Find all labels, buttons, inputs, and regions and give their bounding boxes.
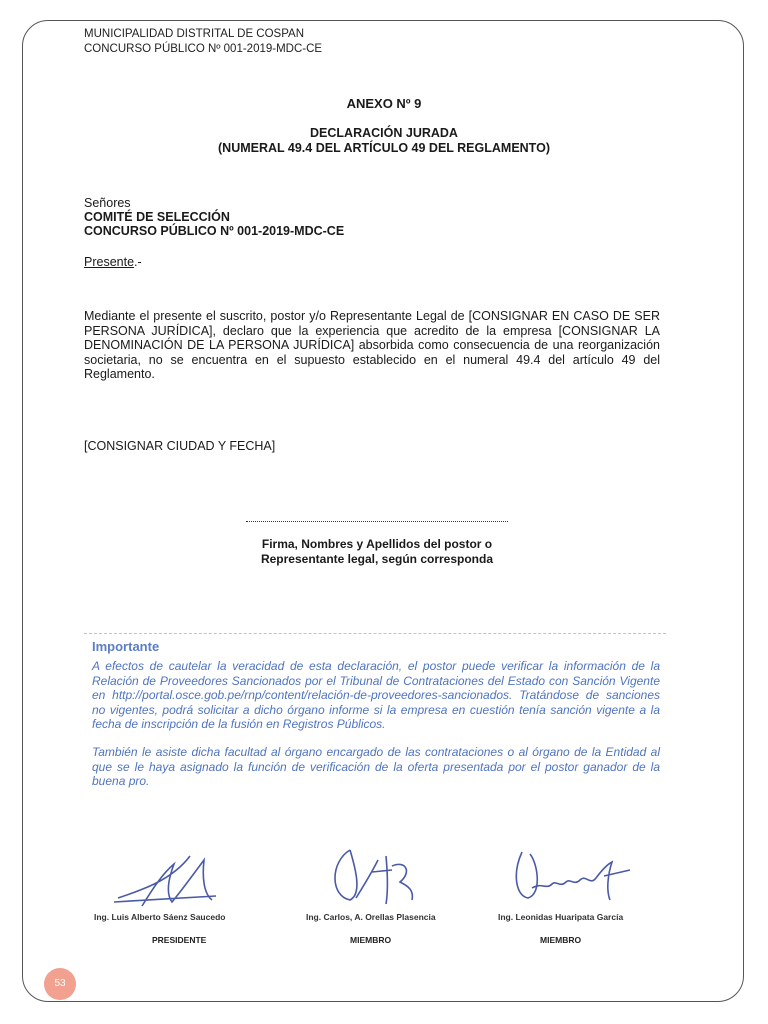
declaration-title bbox=[0, 126, 768, 156]
signature-line bbox=[246, 521, 508, 522]
signature-3-image bbox=[508, 844, 638, 910]
presente-suffix: .- bbox=[134, 255, 142, 269]
page-number-badge: 53 bbox=[44, 968, 76, 1000]
signature-caption-line1: Firma, Nombres y Apellidos del postor o bbox=[261, 537, 493, 551]
important-paragraph-1: A efectos de cautelar la veracidad de esta declaración, el postor puede verificar la información de la Relación de Proveedores Sancionados por el Tribunal de Contrataciones del Estado con Sanción Vigente en http://portal.osce.gob.pe/rnp/content/relación-de-proveedores-sancionados. Tratándose de sanciones no vigentes, podrá solicitar a dicho órgano informe si la empresa en cuestión tenía sanción vigente a la fecha de inscripción de la fusión en Registros Públicos. bbox=[92, 659, 660, 731]
member-3-role: MIEMBRO bbox=[540, 935, 582, 945]
annex-title: ANEXO Nº 9 bbox=[346, 96, 422, 111]
member-2-name: Ing. Carlos, A. Orellas Plasencia bbox=[306, 912, 436, 922]
presente-line bbox=[84, 255, 142, 269]
signature-1-image bbox=[112, 850, 222, 912]
declaration-title-line1: DECLARACIÓN JURADA bbox=[310, 126, 458, 140]
addressee-block bbox=[84, 196, 344, 238]
header-municipality: MUNICIPALIDAD DISTRITAL DE COSPAN bbox=[84, 28, 305, 40]
member-1-name: Ing. Luis Alberto Sáenz Saucedo bbox=[94, 912, 226, 922]
committee-signatures bbox=[0, 840, 768, 960]
committee-name: COMITÉ DE SELECCIÓN bbox=[84, 210, 230, 224]
member-1-role: PRESIDENTE bbox=[152, 935, 207, 945]
declaration-title-line2: (NUMERAL 49.4 DEL ARTÍCULO 49 DEL REGLAMENTO) bbox=[218, 141, 550, 155]
document-header bbox=[84, 27, 322, 57]
important-title: Importante bbox=[92, 639, 160, 654]
important-paragraph-2: También le asiste dicha facultad al órgano encargado de las contrataciones o al órgano de la Entidad al que se le haya asignado la función de verificación de la oferta presentada por el postor ganador de la buena pro. bbox=[92, 745, 660, 788]
signature-caption-line2: Representante legal, según corresponda bbox=[260, 552, 494, 566]
signature-caption bbox=[246, 537, 508, 567]
city-date-placeholder: [CONSIGNAR CIUDAD Y FECHA] bbox=[84, 439, 276, 453]
important-divider bbox=[84, 633, 666, 634]
header-contest: CONCURSO PÚBLICO Nº 001-2019-MDC-CE bbox=[84, 43, 323, 55]
declaration-body: Mediante el presente el suscrito, postor y/o Representante Legal de [CONSIGNAR EN CASO DE SER PERSONA JURÍDICA], declaro que la experiencia que acredito de la empresa [CONSIGNAR LA DENOMINACIÓN DE LA PERSONA JURÍDICA] absorbida como consecuencia de una reorganización societaria, no se encuentra en el supuesto establecido en el numeral 49.4 del artículo 49 del Reglamento. bbox=[84, 309, 660, 381]
salutation: Señores bbox=[84, 196, 131, 210]
presente-word: Presente bbox=[84, 255, 135, 269]
member-2-role: MIEMBRO bbox=[350, 935, 392, 945]
signature-2-image bbox=[316, 842, 426, 910]
contest-name: CONCURSO PÚBLICO Nº 001-2019-MDC-CE bbox=[84, 224, 345, 238]
member-3-name: Ing. Leonidas Huaripata García bbox=[498, 912, 624, 922]
